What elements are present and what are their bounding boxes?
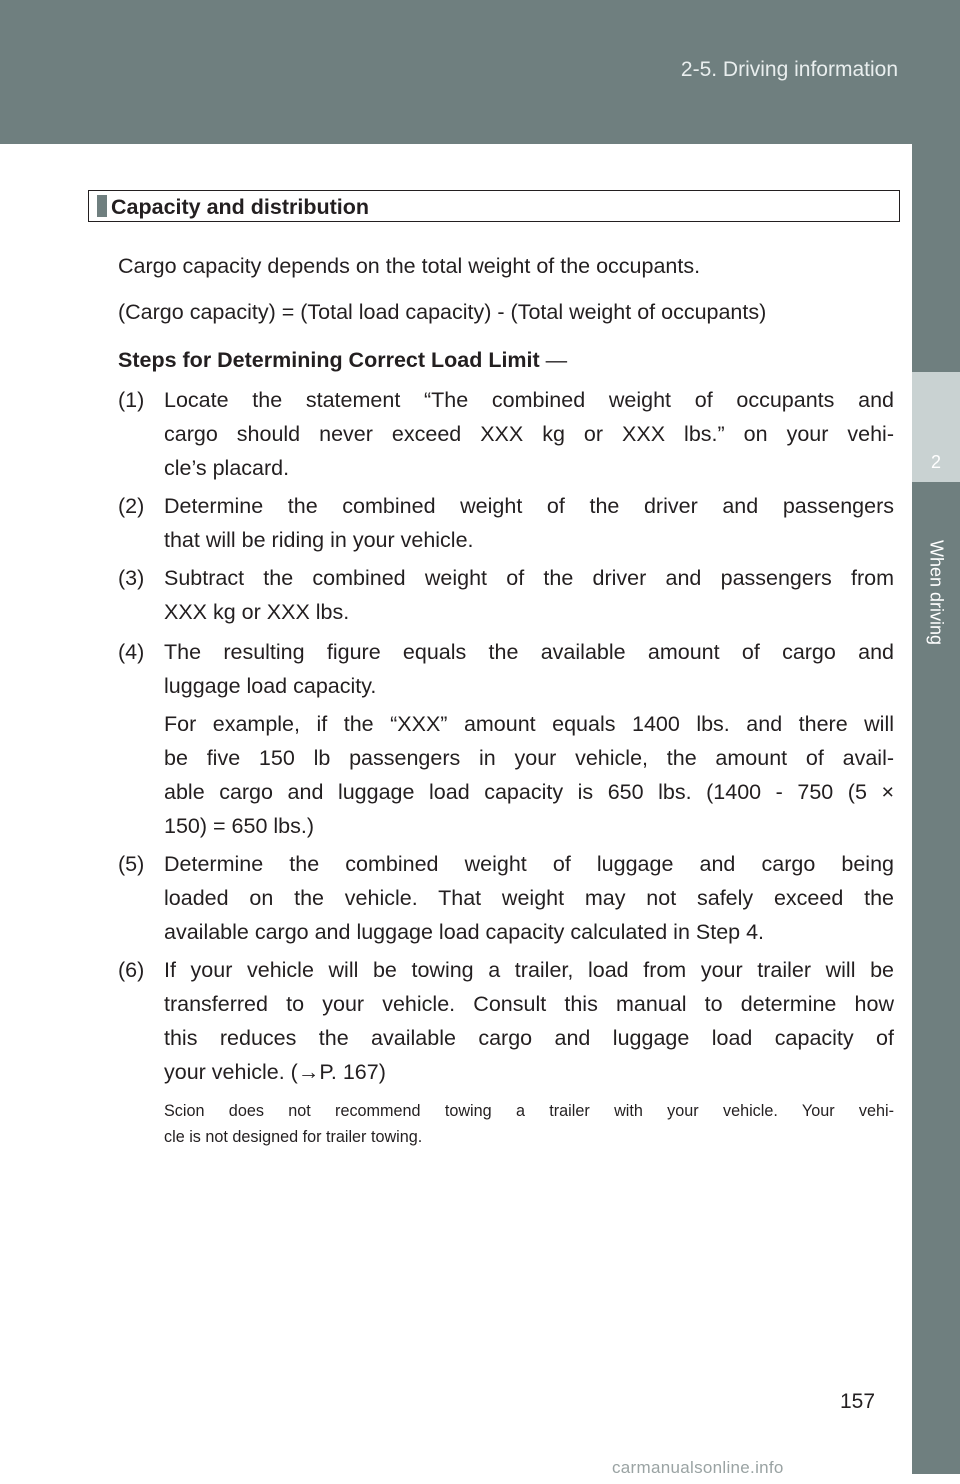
step-line: cargo should never exceed XXX kg or XXX lbs.” on your vehi- <box>164 422 894 446</box>
step-number: (1) <box>118 388 145 412</box>
chapter-side-tab <box>912 144 960 1474</box>
step-number: (5) <box>118 852 145 876</box>
step-line: available cargo and luggage load capacity calculated in Step 4. <box>164 920 765 944</box>
example-line: 150) = 650 lbs.) <box>164 814 314 838</box>
step-line: your vehicle. (→P. 167) <box>164 1060 386 1084</box>
step-number: (2) <box>118 494 145 518</box>
note-line: Scion does not recommend towing a trailer with your vehicle. Your vehi- <box>164 1102 894 1120</box>
step-line: Determine the combined weight of luggage and cargo being <box>164 852 894 876</box>
running-header: 2-5. Driving information <box>680 58 898 81</box>
step-line: Subtract the combined weight of the driver and passengers from <box>164 566 894 590</box>
intro-line-2: (Cargo capacity) = (Total load capacity) - (Total weight of occupants) <box>118 300 767 324</box>
step-line: cle’s placard. <box>164 456 290 480</box>
step-line: Locate the statement “The combined weight of occupants and <box>164 388 894 412</box>
step-line: XXX kg or XXX lbs. <box>164 600 350 624</box>
step-line: that will be riding in your vehicle. <box>164 528 474 552</box>
header-band <box>0 0 960 144</box>
step-number: (6) <box>118 958 145 982</box>
section-heading-box <box>88 190 900 222</box>
example-line: able cargo and luggage load capacity is 650 lbs. (1400 - 750 (5 × <box>164 780 894 804</box>
step-line: Determine the combined weight of the driver and passengers <box>164 494 894 518</box>
step-line: transferred to your vehicle. Consult this manual to determine how <box>164 992 894 1016</box>
steps-heading-dash: — <box>545 348 568 372</box>
step-number: (4) <box>118 640 145 664</box>
steps-heading-text: Steps for Determining Correct Load Limit <box>118 348 540 372</box>
example-line: be five 150 lb passengers in your vehicle, the amount of avail- <box>164 746 894 770</box>
chapter-name: When driving <box>926 540 947 646</box>
section-heading-bar <box>97 195 107 217</box>
chapter-number-box <box>912 372 960 482</box>
example-line: For example, if the “XXX” amount equals 1400 lbs. and there will <box>164 712 894 736</box>
watermark: carmanualsonline.info <box>612 1458 784 1477</box>
step-number: (3) <box>118 566 145 590</box>
step-line: The resulting figure equals the available amount of cargo and <box>164 640 894 664</box>
page-number: 157 <box>840 1390 876 1413</box>
step-line: luggage load capacity. <box>164 674 377 698</box>
note-line: cle is not designed for trailer towing. <box>164 1128 423 1146</box>
chapter-number: 2 <box>930 452 941 472</box>
step-line: If your vehicle will be towing a trailer, load from your trailer will be <box>164 958 894 982</box>
section-title: Capacity and distribution <box>111 195 370 219</box>
steps-heading <box>118 348 567 373</box>
step-line: this reduces the available cargo and luggage load capacity of <box>164 1026 894 1050</box>
step-line: loaded on the vehicle. That weight may not safely exceed the <box>164 886 894 910</box>
intro-line-1: Cargo capacity depends on the total weight of the occupants. <box>118 254 701 278</box>
